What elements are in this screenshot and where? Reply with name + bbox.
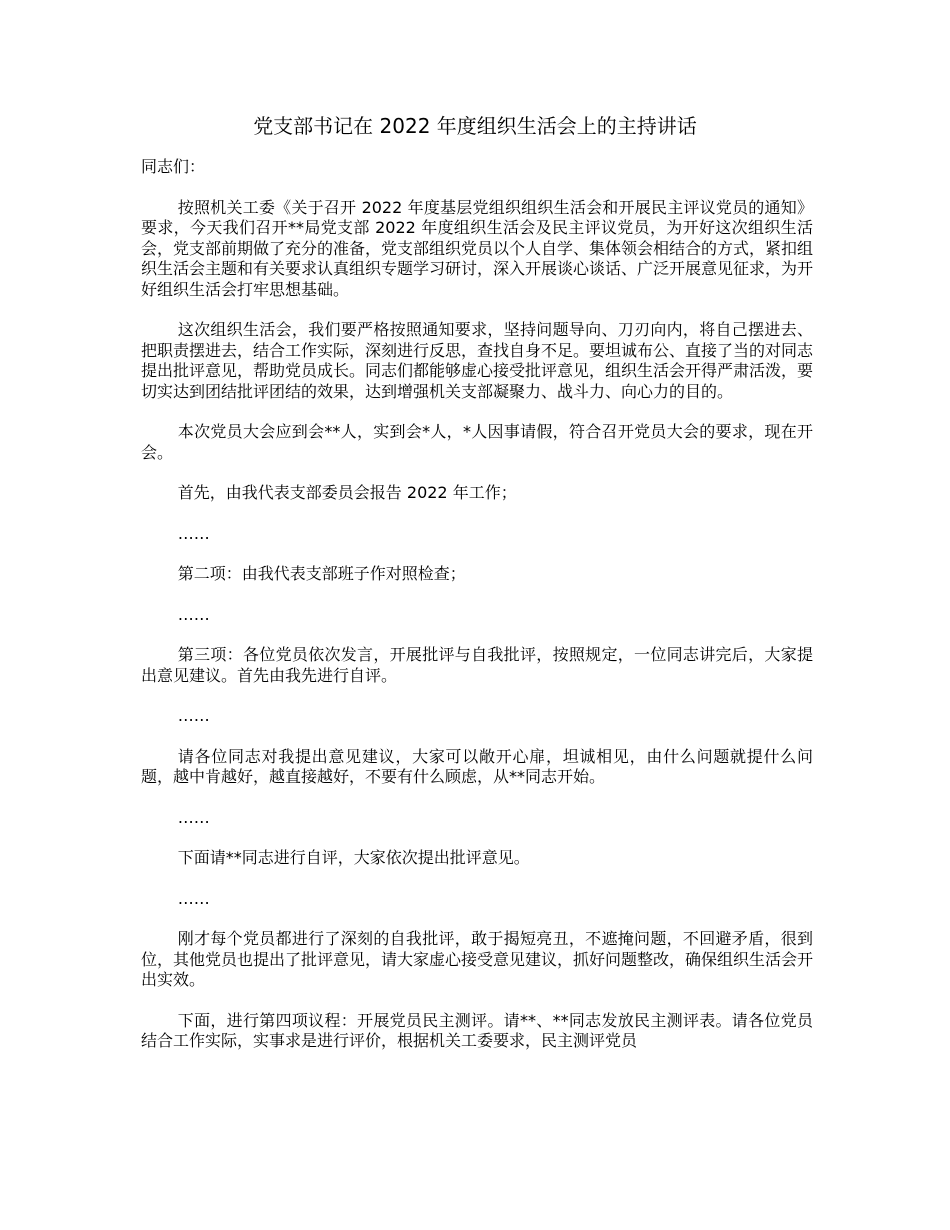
paragraph-9: 刚才每个党员都进行了深刻的自我批评，敢于揭短亮丑，不遮掩问题，不回避矛盾，很到位，其他党员也提出了批评意见，请大家虚心接受意见建议，抓好问题整改，确保组织生活会开出实效。: [141, 929, 814, 989]
paragraph-8: 下面请**同志进行自评，大家依次提出批评意见。: [177, 848, 530, 867]
paragraph-4: 首先，由我代表支部委员会报告 2022 年工作；: [177, 483, 517, 502]
paragraph-7: 请各位同志对我提出意见建议，大家可以敞开心扉，坦诚相见，由什么问题就提什么问题，越中肯越好，越直接越好，不要有什么顾虑，从**同志开始。: [141, 746, 813, 786]
salutation: 同志们：: [141, 157, 206, 176]
ellipsis-5: ……: [177, 888, 210, 908]
document-title: 党支部书记在 2022 年度组织生活会上的主持讲话: [253, 114, 697, 138]
ellipsis-1: ……: [177, 523, 210, 543]
paragraph-5: 第二项：由我代表支部班子作对照检查；: [177, 564, 466, 583]
document-body: [141, 157, 813, 1070]
ellipsis-2: ……: [177, 604, 210, 624]
paragraph-1: 按照机关工委《关于召开 2022 年度基层党组织组织生活会和开展民主评议党员的通知》要求，今天我们召开**局党支部 2022 年度组织生活会及民主评议党员，为开好这次组织生活会，党支部前期做了充分的准备，党支部组织党员以个人自学、集体领会相结合的方式，紧扣组织生活会主题和有关要求认真组织专题学习研讨，深入开展谈心谈话、广泛开展意见征求，为开好组织生活会打牢思想基础。: [141, 197, 814, 299]
ellipsis-4: ……: [177, 807, 210, 827]
paragraph-2: 这次组织生活会，我们要严格按照通知要求，坚持问题导向、刀刃向内，将自己摆进去、把职责摆进去，结合工作实际，深刻进行反思，查找自身不足。要坦诚布公、直接了当的对同志提出批评意见，帮助党员成长。同志们都能够虚心接受批评意见，组织生活会开得严肃活泼，要切实达到团结批评团结的效果，达到增强机关支部凝聚力、战斗力、向心力的目的。: [141, 320, 814, 401]
paragraph-6: 第三项：各位党员依次发言，开展批评与自我批评，按照规定，一位同志讲完后，大家提出意见建议。首先由我先进行自评。: [141, 645, 813, 685]
paragraph-3: 本次党员大会应到会**人，实到会*人，*人因事请假，符合召开党员大会的要求，现在开会。: [141, 422, 813, 462]
ellipsis-3: ……: [177, 706, 210, 725]
paragraph-10: 下面，进行第四项议程：开展党员民主测评。请**、**同志发放民主测评表。请各位党员结合工作实际，实事求是进行评价，根据机关工委要求，民主测评党员: [141, 1010, 813, 1050]
